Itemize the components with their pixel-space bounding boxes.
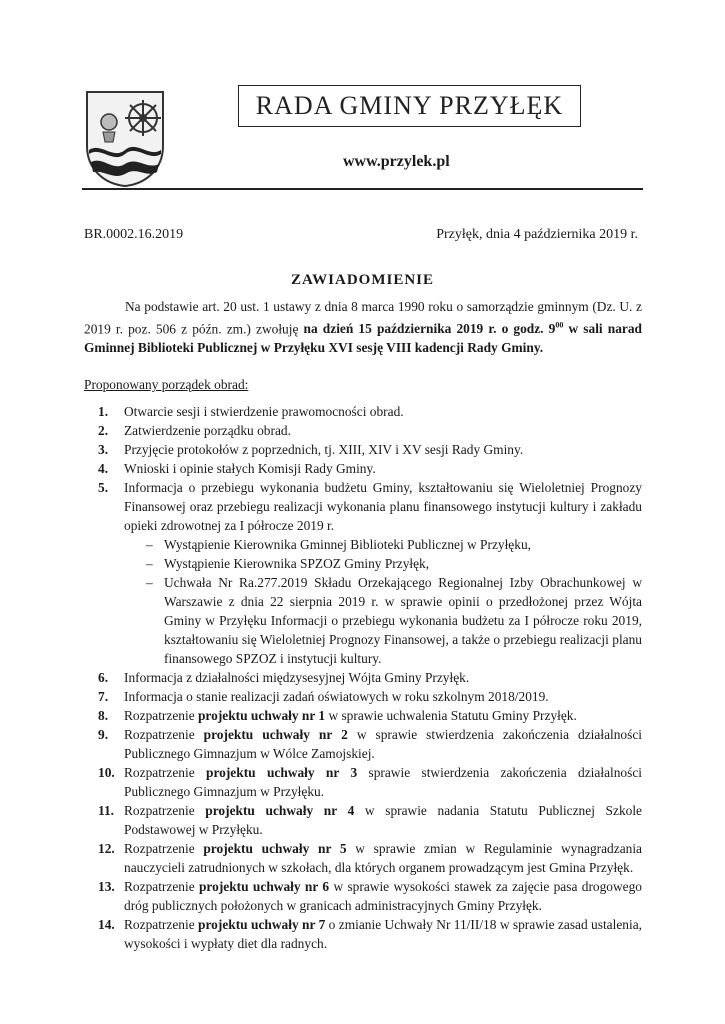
agenda-item-text: Rozpatrzenie [124, 765, 206, 780]
agenda-subitem-text: Wystąpienie Kierownika Gminnej Biblioteki Publicznej w Przyłęku, [164, 537, 531, 552]
agenda-subitem [124, 554, 642, 573]
dash-bullet-icon: – [146, 575, 153, 590]
agenda-item-text: Rozpatrzenie [124, 917, 199, 932]
dash-bullet-icon: – [146, 537, 153, 552]
council-title: RADA GMINY PRZYŁĘK [238, 85, 581, 127]
agenda-item-text: Rozpatrzenie [124, 708, 198, 723]
place-date: Przyłęk, dnia 4 października 2019 r. [436, 227, 638, 242]
agenda-item [84, 877, 642, 915]
agenda-item-resolution: projektu uchwały nr 4 [205, 803, 355, 818]
coat-of-arms-icon [83, 88, 167, 188]
agenda-item-text: Rozpatrzenie [124, 879, 199, 894]
agenda-item [84, 801, 642, 839]
agenda-item-number: 5. [98, 480, 109, 495]
agenda-item-number: 7. [98, 689, 109, 704]
agenda-item [84, 687, 642, 706]
agenda-item-text: Otwarcie sesji i stwierdzenie prawomocności obrad. [124, 404, 404, 419]
agenda-item-number: 6. [98, 670, 109, 685]
document-heading: ZAWIADOMIENIE [290, 272, 435, 288]
agenda-subitem-list [124, 535, 642, 668]
agenda-item-text: w sprawie zmian w Regulaminie wynagradzania nauczycieli zatrudnionych w szkołach, dla których organem prowadzącym jest Gmina Przyłęk. [124, 841, 643, 875]
agenda-item-resolution: projektu uchwały nr 3 [206, 765, 358, 780]
agenda-subitem [124, 573, 642, 668]
agenda-item-resolution: projektu uchwały nr 5 [203, 841, 347, 856]
agenda-item-text: w sprawie stwierdzenia zakończenia działalności Publicznego Gimnazjum w Wólce Zamojskiej. [124, 727, 642, 761]
agenda-item-text: w sprawie nadania Statutu Publicznej Szkole Podstawowej w Przyłęku. [124, 803, 643, 837]
agenda-item-resolution: projektu uchwały nr 6 [198, 879, 330, 894]
agenda-item [84, 421, 642, 440]
intro-paragraph [84, 297, 642, 357]
agenda-item-text: Informacja o przebiegu wykonania budżetu Gminy, kształtowaniu się Wieloletniej Prognozy Finansowej oraz przebiegu realizacji wykonania planu finansowego instytucji kultury i zakładu opieki zdrowotnej za I półrocze 2019 r. [124, 480, 642, 533]
header-divider [82, 188, 643, 190]
agenda-item [84, 763, 642, 801]
intro-bold-date: na dzień 15 października 2019 r. o godz. 9 [303, 321, 556, 337]
reference-number: BR.0002.16.2019 [84, 227, 184, 242]
agenda-item [84, 915, 642, 953]
agenda-subitem-text: Uchwała Nr Ra.277.2019 Składu Orzekającego Regionalnej Izby Obrachunkowej w Warszawie z dnia 22 sierpnia 2019 r. w sprawie opinii o przedłożonej przez Wójta Gminy w Przyłęku Informacji o przebiegu wykonania budżetu za I półrocze roku 2019, kształtowaniu się Wieloletniej Prognozy Finansowej, a także o przebiegu realizacji planu finansowego SPZOZ i instytucji kultury. [164, 575, 642, 666]
agenda-item-text: Informacja z działalności międzysesyjnej Wójta Gminy Przyłęk. [124, 670, 470, 685]
agenda-item [84, 459, 642, 478]
intro-bold-place: w sali narad Gminnej Biblioteki Publicznej w Przyłęku XVI sesję VIII kadencji Rady Gminy. [84, 321, 642, 356]
agenda-item-text: w sprawie wysokości stawek za zajęcie pasa drogowego dróg publicznych położonych w granicach administracyjnych Gminy Przyłęk. [124, 879, 642, 913]
agenda-item-resolution: projektu uchwały nr 2 [203, 727, 348, 742]
agenda-item-text: Przyjęcie protokołów z poprzednich, tj. XIII, XIV i XV sesji Rady Gminy. [124, 442, 524, 457]
agenda-list [84, 402, 642, 953]
agenda-item-number: 11. [98, 803, 114, 818]
agenda-item-number: 8. [98, 708, 109, 723]
agenda-item-number: 12. [98, 841, 115, 856]
agenda-item [84, 478, 642, 668]
agenda-item-text: Zatwierdzenie porządku obrad. [124, 423, 291, 438]
agenda-item-number: 9. [98, 727, 109, 742]
agenda-item [84, 706, 642, 725]
agenda-item-number: 2. [98, 423, 109, 438]
intro-plain: Na podstawie art. 20 ust. 1 ustawy z dnia 8 marca 1990 roku o samorządzie gminnym (Dz. U. z 2019 r. poz. 506 z późn. zm.) zwołuję [84, 299, 642, 337]
agenda-item-number: 4. [98, 461, 109, 476]
agenda-item-resolution: projektu uchwały nr 1 [197, 708, 326, 723]
agenda-item-resolution: projektu uchwały nr 7 [198, 917, 326, 932]
agenda-subitem-text: Wystąpienie Kierownika SPZOZ Gminy Przyłęk, [164, 556, 430, 571]
agenda-item [84, 725, 642, 763]
agenda-subitem [124, 535, 642, 554]
agenda-item-number: 13. [98, 879, 115, 894]
agenda-item-text: w sprawie uchwalenia Statutu Gminy Przyłęk. [325, 708, 577, 723]
agenda-item-text: Informacja o stanie realizacji zadań oświatowych w roku szkolnym 2018/2019. [124, 689, 549, 704]
agenda-label: Proponowany porządek obrad: [84, 377, 249, 392]
agenda-item-number: 1. [98, 404, 109, 419]
agenda-item [84, 839, 642, 877]
agenda-item-number: 10. [98, 765, 115, 780]
agenda-item [84, 402, 642, 421]
agenda-item-text: Rozpatrzenie [124, 727, 204, 742]
intro-time-superscript: 00 [555, 321, 564, 330]
agenda-item-text: Wnioski i opinie stałych Komisji Rady Gminy. [124, 461, 376, 476]
website-link[interactable]: www.przylek.pl [343, 153, 450, 170]
agenda-item-text: sprawie stwierdzenia zakończenia działalności Publicznego Gimnazjum w Przyłęku. [124, 765, 642, 799]
agenda-item [84, 440, 642, 459]
agenda-item-number: 3. [98, 442, 109, 457]
agenda-item [84, 668, 642, 687]
dash-bullet-icon: – [146, 556, 153, 571]
agenda-item-number: 14. [98, 917, 115, 932]
agenda-item-text: Rozpatrzenie [124, 803, 206, 818]
agenda-item-text: o zmianie Uchwały Nr 11/II/18 w sprawie zasad ustalenia, wysokości i wypłaty diet dla radnych. [124, 917, 642, 951]
agenda-item-text: Rozpatrzenie [124, 841, 204, 856]
